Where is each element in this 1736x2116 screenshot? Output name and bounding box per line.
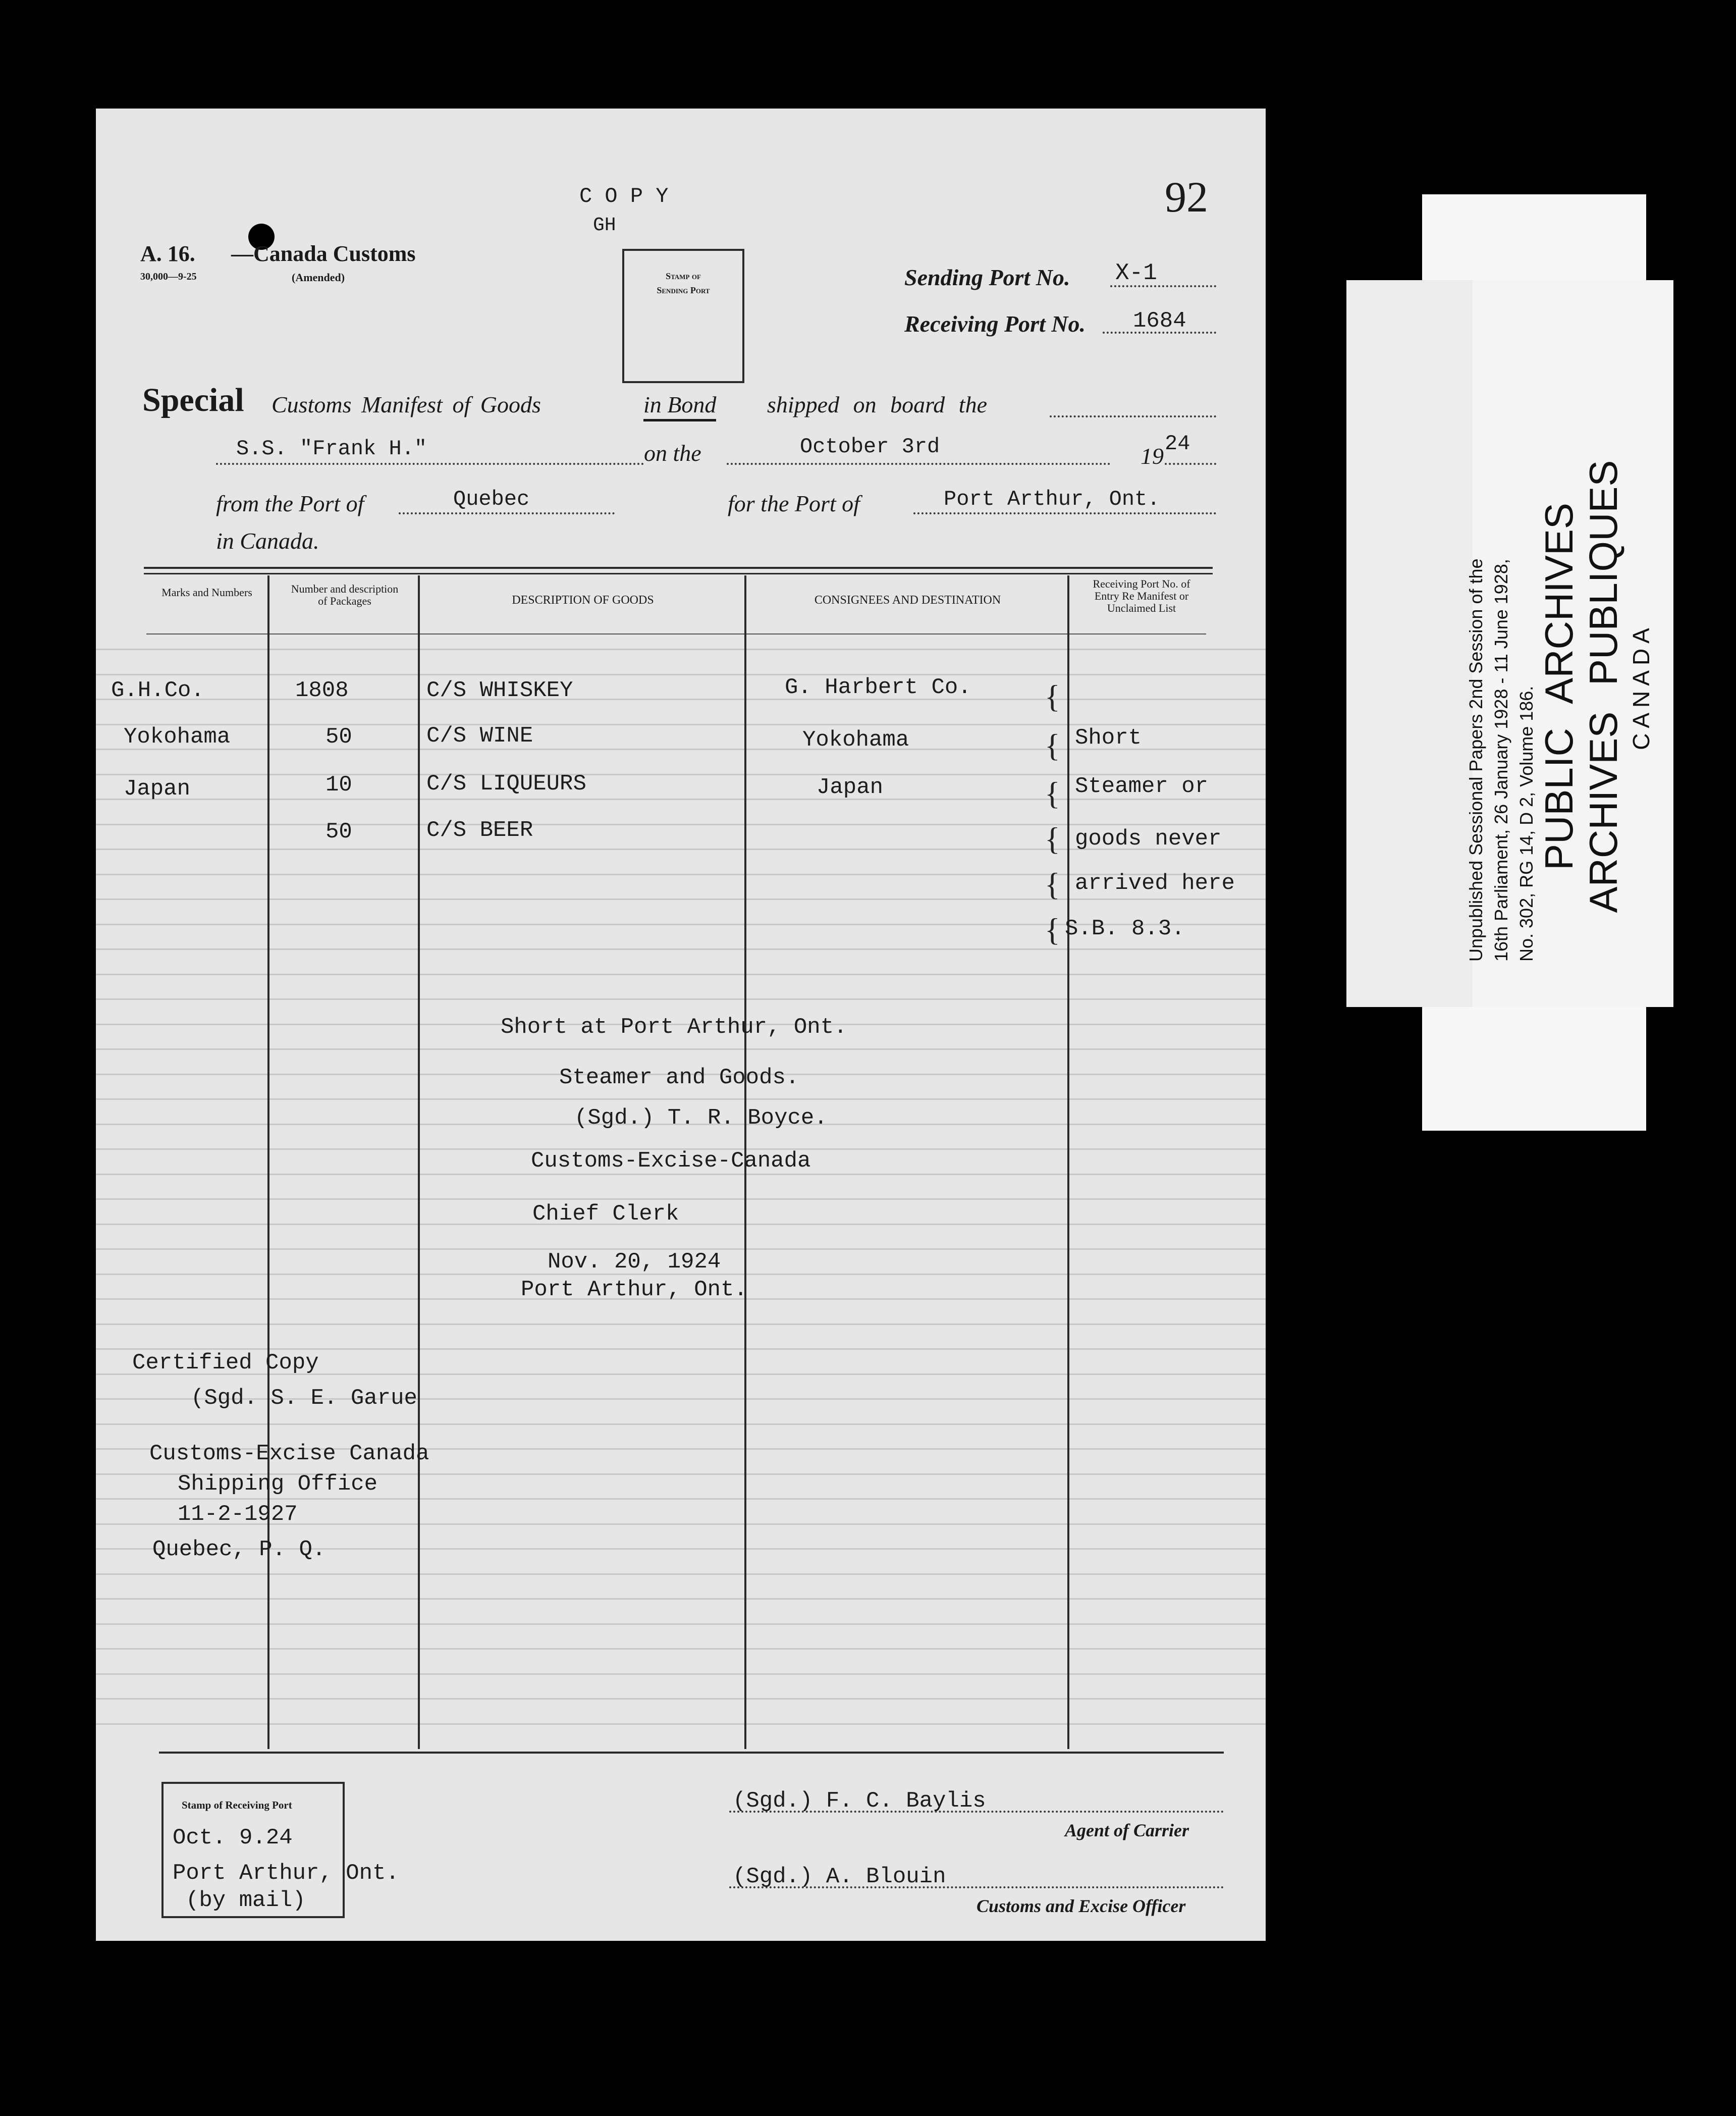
officer-label: Customs and Excise Officer [976, 1896, 1186, 1916]
ruled-line [96, 1673, 1266, 1675]
row-3-number: 10 [326, 772, 352, 798]
archives-stamp [1537, 396, 1657, 977]
receiving-note-4: arrived here [1075, 871, 1235, 896]
receiving-port-value: 1684 [1133, 308, 1186, 334]
row-4-description: C/S BEER [426, 818, 533, 843]
citation-line-1: Unpublished Sessional Papers 2nd Session of the [1466, 558, 1486, 962]
bracket-mark: { [1045, 912, 1060, 947]
ruled-line [96, 1598, 1266, 1600]
row-4-number: 50 [326, 819, 352, 844]
row-1-number: 1808 [295, 678, 349, 703]
archives-publiques-text: ARCHIVES PUBLIQUES [1581, 460, 1625, 913]
from-port-value: Quebec [453, 487, 530, 511]
archive-citation [1463, 558, 1539, 962]
agent-signature: (Sgd.) F. C. Baylis [733, 1788, 986, 1814]
voyage-date: October 3rd [800, 435, 940, 459]
receiving-note-5: S.B. 8.3. [1065, 916, 1185, 941]
ruled-line [96, 1198, 1266, 1200]
ruled-line [96, 824, 1266, 825]
notation-line-6: Nov. 20, 1924 [548, 1249, 721, 1275]
ruled-line [96, 674, 1266, 675]
copy-initials: GH [593, 215, 616, 236]
ruled-line [96, 1174, 1266, 1175]
ship-name: S.S. "Frank H." [236, 437, 427, 461]
manifest-line1: Customs Manifest of Goods [272, 392, 541, 417]
from-port-label: from the Port of [216, 491, 364, 516]
ruled-line [96, 1324, 1266, 1325]
sending-port-value: X-1 [1115, 260, 1157, 286]
receiving-stamp-mail: (by mail) [186, 1888, 306, 1913]
ruled-line [96, 1698, 1266, 1700]
header-number: Number and description of Packages [291, 583, 399, 607]
ruled-line [96, 649, 1266, 650]
year-suffix: 24 [1165, 432, 1190, 456]
row-3-description: C/S LIQUEURS [426, 771, 586, 797]
sending-port-label: Sending Port No. [904, 264, 1070, 290]
bracket-mark: { [1045, 866, 1060, 902]
notation-line-4: Customs-Excise-Canada [531, 1148, 811, 1174]
in-canada: in Canada. [216, 528, 319, 554]
form-number: A. 16. [140, 241, 195, 266]
ruled-line [96, 998, 1266, 1000]
receiving-stamp-label: Stamp of Receiving Port [182, 1799, 292, 1811]
print-code: 30,000—9-25 [140, 271, 197, 282]
ruled-line [96, 1573, 1266, 1575]
special-heading: Special [142, 382, 244, 418]
row-1-description: C/S WHISKEY [426, 678, 573, 703]
amended-note: (Amended) [292, 271, 345, 284]
header-marks: Marks and Numbers [161, 586, 252, 599]
copy-stamp: C O P Y [579, 184, 669, 208]
notation-line-5: Chief Clerk [532, 1201, 679, 1227]
ruled-line [96, 898, 1266, 900]
notation-line-3: (Sgd.) T. R. Boyce. [574, 1105, 828, 1131]
citation-line-2: 16th Parliament, 26 January 1928 - 11 June 1928, [1491, 559, 1511, 962]
bracket-mark: { [1045, 775, 1060, 811]
ruled-line [96, 1048, 1266, 1050]
year-prefix: 19 [1141, 443, 1164, 469]
certified-line-3: Customs-Excise Canada [149, 1441, 429, 1466]
row-2-consignee: Yokohama [802, 727, 909, 753]
officer-signature: (Sgd.) A. Blouin [733, 1864, 946, 1889]
notation-line-1: Short at Port Arthur, Ont. [501, 1015, 847, 1040]
in-bond: in Bond [643, 391, 716, 421]
ruled-line [96, 1098, 1266, 1100]
col-divider-1 [267, 575, 269, 1749]
ruled-line [96, 1423, 1266, 1425]
form-title: —Canada Customs [231, 241, 416, 266]
ruled-line [96, 974, 1266, 975]
on-the-label: on the [644, 440, 701, 466]
ruled-line [96, 1498, 1266, 1500]
receiving-note-1: Short [1075, 725, 1142, 751]
ruled-line [96, 1224, 1266, 1225]
header-receiving: Receiving Port No. of Entry Re Manifest or Unclaimed List [1093, 577, 1190, 614]
receiving-stamp-port: Port Arthur, Ont. [173, 1861, 399, 1886]
manifest-line1-tail: shipped on board the [767, 392, 987, 417]
bracket-mark: { [1045, 821, 1060, 857]
receiving-note-2: Steamer or [1075, 774, 1209, 799]
for-port-label: for the Port of [728, 491, 860, 516]
bracket-mark: { [1045, 678, 1060, 714]
receiving-note-3: goods never [1075, 826, 1222, 852]
notation-line-2: Steamer and Goods. [559, 1065, 799, 1090]
canada-text: CANADA [1628, 623, 1654, 750]
certified-line-1: Certified Copy [132, 1350, 319, 1376]
row-3-consignee: Japan [817, 775, 884, 800]
header-description: DESCRIPTION OF GOODS [512, 594, 654, 607]
col-divider-2 [418, 575, 420, 1749]
row-1-consignee: G. Harbert Co. [785, 675, 971, 700]
ruled-line [96, 1348, 1266, 1350]
certified-line-4: Shipping Office [178, 1471, 378, 1497]
receiving-stamp-date: Oct. 9.24 [173, 1825, 293, 1850]
notation-line-7: Port Arthur, Ont. [521, 1277, 747, 1302]
row-2-description: C/S WINE [426, 723, 533, 749]
row-2-number: 50 [326, 724, 352, 750]
certified-line-6: Quebec, P. Q. [152, 1537, 326, 1562]
sending-port-stamp-box: Stamp of Sending Port [622, 249, 744, 383]
bracket-mark: { [1045, 727, 1060, 763]
manifest-sheet [96, 109, 1266, 1941]
row-3-marks: Japan [124, 776, 191, 802]
ruled-line [96, 1723, 1266, 1725]
citation-line-3: No. 302, RG 14, D 2, Volume 186. [1516, 685, 1537, 962]
ruled-line [96, 1648, 1266, 1650]
ruled-line [96, 699, 1266, 700]
header-consignees: CONSIGNEES AND DESTINATION [814, 594, 1001, 607]
page-number: 92 [1165, 173, 1208, 221]
ruled-line [96, 1623, 1266, 1625]
table-top-rule [144, 567, 1213, 569]
col-divider-4 [1067, 575, 1069, 1749]
receiving-port-label: Receiving Port No. [904, 311, 1086, 337]
row-1-marks: G.H.Co. [111, 678, 204, 703]
ruled-line [96, 948, 1266, 950]
for-port-value: Port Arthur, Ont. [944, 487, 1160, 511]
header-bottom-rule [146, 633, 1206, 634]
agent-label: Agent of Carrier [1065, 1820, 1189, 1840]
row-2-marks: Yokohama [124, 724, 231, 750]
certified-line-5: 11-2-1927 [178, 1502, 298, 1527]
receiving-port-stamp-box [161, 1782, 399, 1918]
footer-rule [159, 1752, 1224, 1754]
certified-line-2: (Sgd. S. E. Garue [191, 1386, 417, 1411]
public-archives-text: PUBLIC ARCHIVES [1537, 503, 1581, 870]
